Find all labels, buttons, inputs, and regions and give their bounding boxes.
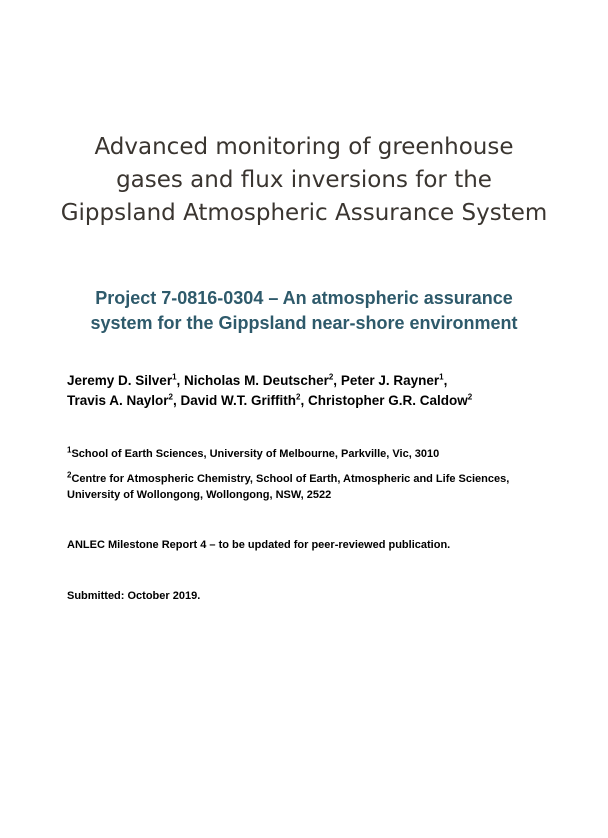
affiliation-1 [67,446,567,462]
author-name: David W.T. Griffith [180,393,297,408]
author-name: Nicholas M. Deutscher [184,373,329,388]
document-title [40,131,568,230]
author-affil-marker: 2 [467,392,473,402]
affiliation-line [67,446,567,462]
title-line: Gippsland Atmospheric Assurance System [60,200,548,226]
author-affil-marker: 2 [296,392,301,402]
affiliation-2 [67,471,567,503]
author-affil-marker: 2 [168,392,173,402]
affiliation-number: 2 [67,470,72,480]
author-affil-marker: 1 [172,372,177,382]
affiliation-text: Centre for Atmospheric Chemistry, School of Earth, Atmospheric and Life Sciences, [71,473,510,485]
author-affil-marker: 1 [439,372,444,382]
author-name: Travis A. Naylor [67,393,169,408]
affiliation-text: School of Earth Sciences, University of Melbourne, Parkville, Vic, 3010 [71,448,440,460]
author-name: Jeremy D. Silver [67,373,173,388]
title-line: Advanced monitoring of greenhouse [94,134,514,160]
affiliation-line: University of Wollongong, Wollongong, NSW, 2522 [67,489,332,501]
author-line: Jeremy D. Silver$^1$, Nicholas M. Deutscher$^2$, Peter J. Rayner$^1$, [67,372,448,388]
author-line: Travis A. Naylor$^2$, David W.T. Griffith$^2$, Christopher G.R. Caldow$^2$ [67,392,473,408]
author-name: Peter J. Rayner [340,373,440,388]
author-list [67,371,567,411]
title-line: gases and flux inversions for the [116,167,492,193]
author-name: Christopher G.R. Caldow [308,393,468,408]
subtitle-line: system for the Gippsland near-shore environment [90,313,518,333]
affiliation-number: 1 [67,445,72,455]
subtitle-line: Project 7-0816-0304 – An atmospheric assurance [95,288,513,308]
author-affil-marker: 2 [328,372,334,382]
affiliation-line [67,471,567,487]
submission-date: Submitted: October 2019. [67,590,201,602]
project-subtitle [40,286,568,336]
report-note: ANLEC Milestone Report 4 – to be updated for peer-reviewed publication. [67,539,451,551]
